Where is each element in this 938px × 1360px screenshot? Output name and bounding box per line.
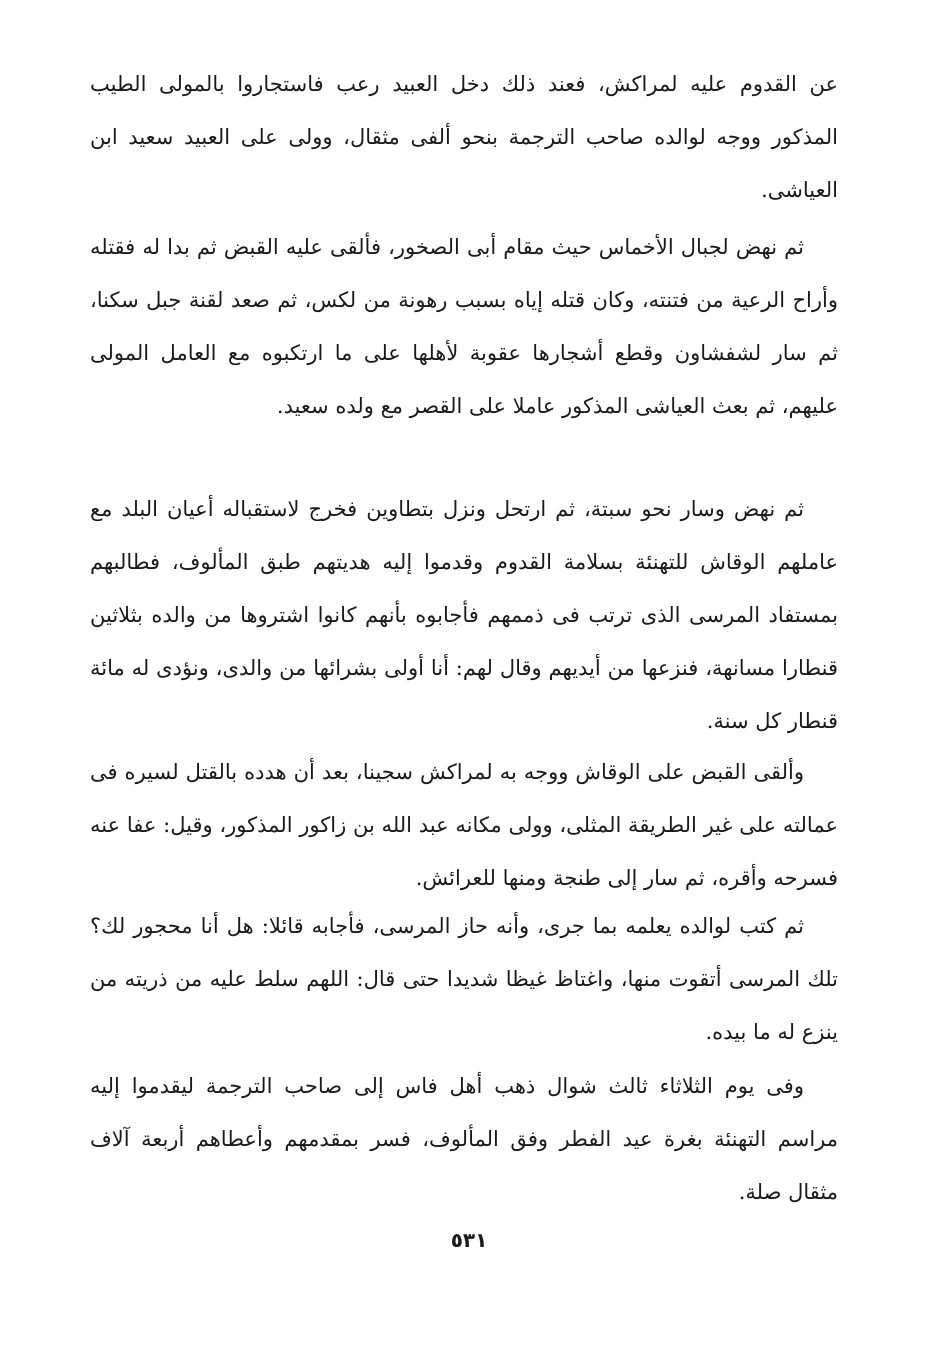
paragraph-6: وفى يوم الثلاثاء ثالث شوال ذهب أهل فاس إلى صاحب الترجمة ليقدموا إليه مراسم التهنئة بغرة عيد الفطر وفق المألوف، فسر بمقدمهم وأعطاهم أربعة آلاف مثقال صلة. <box>90 1074 838 1204</box>
paragraph-4: وألقى القبض على الوقاش ووجه به لمراكش سجينا، بعد أن هدده بالقتل لسيره فى عمالته على غير الطريقة المثلى، وولى مكانه عبد الله بن زاكور المذكور، وقيل: عفا عنه فسرحه وأقره، ثم سار إلى طنجة ومنها للعرائش. <box>90 760 838 890</box>
paragraph-3: ثم نهض وسار نحو سبتة، ثم ارتحل ونزل بتطاوين فخرج لاستقباله أعيان البلد مع عاملهم الوقاش للتهنئة بسلامة القدوم وقدموا إليه هديتهم طبق المألوف، فطالبهم بمستفاد المرسى الذى ترتب فى ذممهم فأجابوه بأنهم كانوا اشتروها من والده بثلاثين قنطارا مسانهة، فنزعها من أيديهم وقال لهم: أنا أولى بشرائها من والدى، ونؤدى له مائة قنطار كل سنة. <box>90 497 838 733</box>
paragraph-2: ثم نهض لجبال الأخماس حيث مقام أبى الصخور، فألقى عليه القبض ثم بدا له فقتله وأراح الرعية من فتنته، وكان قتله إياه بسبب رهونة من لكس، ثم صعد لقنة جبل سكنا، ثم سار لشفشاون وقطع أشجارها عقوبة لأهلها على ما ارتكبوه مع العامل المولى عليهم، ثم بعث العياشى المذكور عاملا على القصر مع ولده سعيد. <box>90 235 838 418</box>
paragraph-1: عن القدوم عليه لمراكش، فعند ذلك دخل العبيد رعب فاستجاروا بالمولى الطيب المذكور ووجه لوالده صاحب الترجمة بنحو ألفى مثقال، وولى على العبيد سعيد ابن العياشى. <box>90 72 838 202</box>
page-number: ٥٣١ <box>450 1228 488 1252</box>
paragraph-5: ثم كتب لوالده يعلمه بما جرى، وأنه حاز المرسى، فأجابه قائلا: هل أنا محجور لك؟ تلك المرسى أتقوت منها، واغتاظ غيظا شديدا حتى قال: اللهم سلط عليه من ذريته من ينزع له ما بيده. <box>90 914 838 1044</box>
